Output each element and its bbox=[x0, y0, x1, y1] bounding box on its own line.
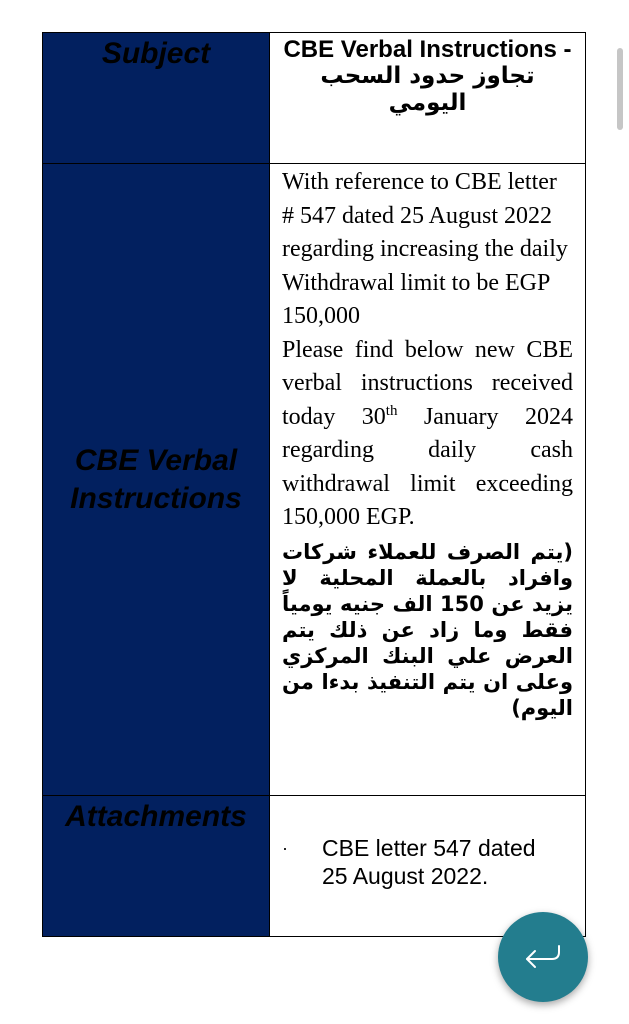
attachment-item-text: CBE letter 547 dated 25 August 2022. bbox=[322, 835, 536, 889]
document-table bbox=[42, 32, 586, 937]
subject-value-ar: تجاوز حدود السحب اليومي bbox=[320, 63, 535, 116]
reply-arrow-icon bbox=[524, 942, 562, 972]
arabic-instructions-note: (يتم الصرف للعملاء شركات وافراد بالعملة المحلية لا يزيد عن 150 الف جنيه يومياً فقط وما زاد عن ذلك يتم العرض علي البنك المركزي وعلى ان يتم التنفيذ بدءا من اليوم) bbox=[282, 539, 573, 720]
subject-value-en: CBE Verbal Instructions - bbox=[283, 36, 572, 63]
instructions-value bbox=[270, 164, 586, 796]
subject-value bbox=[270, 33, 586, 164]
instructions-paragraph bbox=[282, 334, 573, 535]
scrollbar-thumb[interactable] bbox=[617, 48, 623, 130]
attachments-label: Attachments bbox=[43, 796, 270, 937]
reference-paragraph: With reference to CBE letter # 547 dated 25 August 2022 regarding increasing the daily Withdrawal limit to be EGP 150,000 bbox=[282, 169, 568, 329]
instructions-row bbox=[43, 164, 586, 796]
instructions-text-before: Please find below new CBE verbal instructions received today 30 bbox=[282, 336, 573, 430]
instructions-text-after: January 2024 regarding daily cash withdrawal limit exceeding 150,000 EGP. bbox=[282, 403, 573, 530]
subject-label: Subject bbox=[43, 33, 270, 164]
reply-button[interactable] bbox=[498, 912, 588, 1002]
attachments-row bbox=[43, 796, 586, 937]
ordinal-suffix: th bbox=[385, 402, 398, 419]
bullet-icon: · bbox=[282, 838, 288, 858]
instructions-label: CBE Verbal Instructions bbox=[43, 164, 270, 796]
subject-row bbox=[43, 33, 586, 164]
attachment-item bbox=[282, 834, 565, 890]
